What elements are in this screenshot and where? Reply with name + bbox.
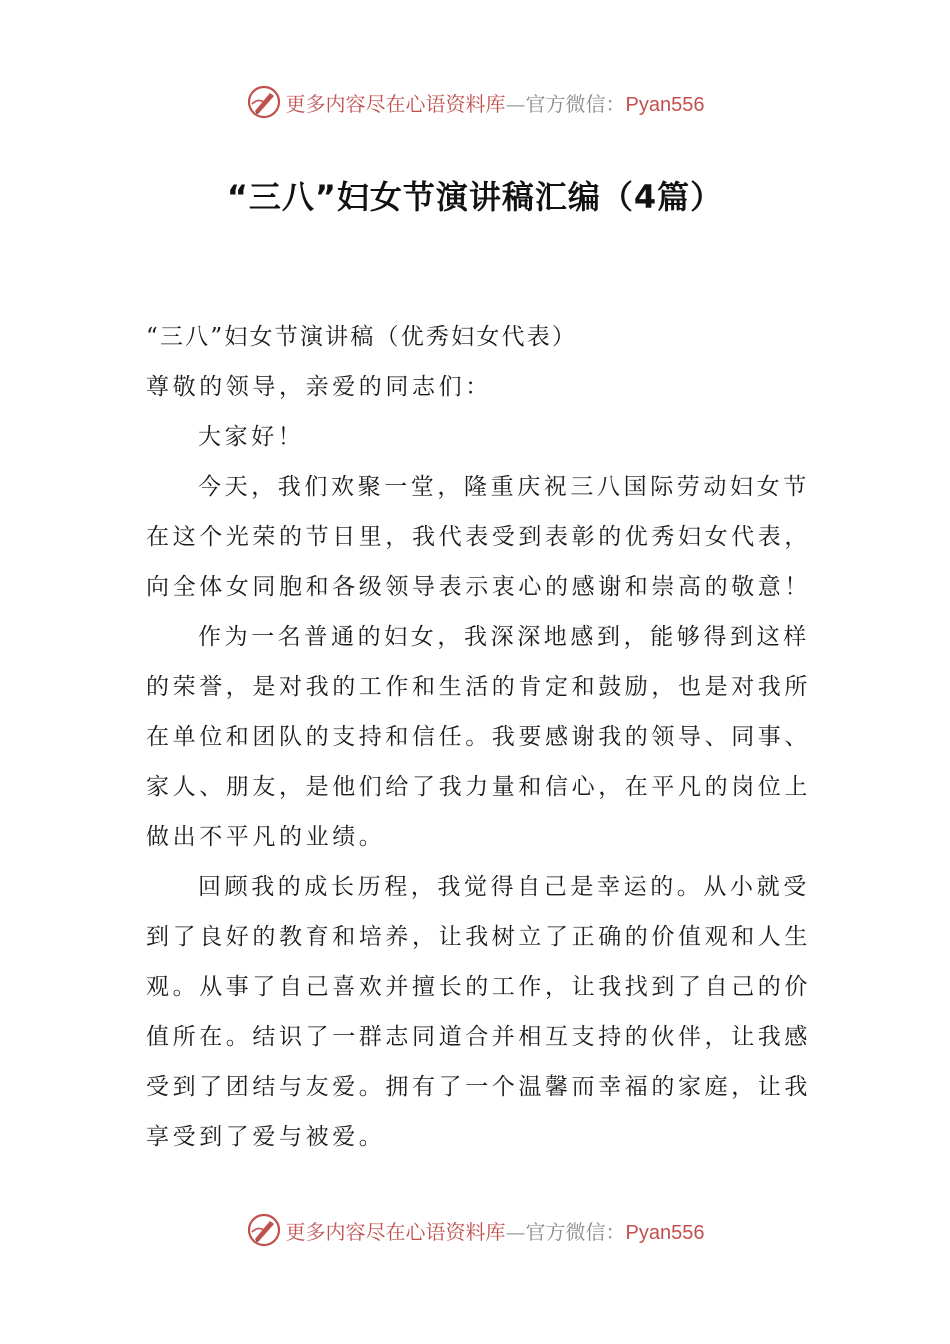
watermark-text — [286, 88, 705, 117]
paragraph-line: 尊敬的领导，亲爱的同志们： — [146, 374, 492, 400]
watermark-text — [286, 1216, 705, 1245]
watermark-label: 官方微信： — [525, 91, 626, 116]
document-title: “三八”妇女节演讲稿汇编（4篇） — [226, 178, 724, 216]
pen-logo-icon — [246, 1212, 282, 1248]
watermark-code: Pyan556 — [625, 1221, 705, 1244]
paragraph-line: 在单位和团队的支持和信任。我要感谢我的领导、同事、 — [146, 724, 811, 750]
document-body — [146, 312, 811, 1162]
watermark-code: Pyan556 — [625, 93, 705, 116]
paragraph-line: 享受到了爱与被爱。 — [146, 1124, 386, 1150]
paragraph-line: 观。从事了自己喜欢并擅长的工作，让我找到了自己的价 — [146, 974, 811, 1000]
watermark-footer — [0, 1210, 950, 1250]
section-heading: “三八”妇女节演讲稿（优秀妇女代表） — [146, 324, 578, 350]
paragraph-line: 值所在。结识了一群志同道合并相互支持的伙伴，让我感 — [146, 1024, 811, 1050]
paragraph-line: 到了良好的教育和培养，让我树立了正确的价值观和人生 — [146, 924, 811, 950]
watermark-header — [0, 82, 950, 122]
watermark-main: 更多内容尽在心语资料库 — [285, 91, 506, 116]
watermark-dash: — — [505, 1219, 526, 1244]
paragraph-line: 向全体女同胞和各级领导表示衷心的感谢和崇高的敬意！ — [146, 574, 811, 600]
paragraph-line: 今天，我们欢聚一堂，隆重庆祝三八国际劳动妇女节 — [198, 474, 810, 500]
paragraph-line: 在这个光荣的节日里，我代表受到表彰的优秀妇女代表， — [146, 524, 811, 550]
paragraph-line: 做出不平凡的业绩。 — [146, 824, 386, 850]
watermark-label: 官方微信： — [525, 1219, 626, 1244]
watermark-main: 更多内容尽在心语资料库 — [285, 1219, 506, 1244]
paragraph-line: 回顾我的成长历程，我觉得自己是幸运的。从小就受 — [198, 874, 810, 900]
paragraph-line: 作为一名普通的妇女，我深深地感到，能够得到这样 — [198, 624, 810, 650]
paragraph-line: 的荣誉，是对我的工作和生活的肯定和鼓励，也是对我所 — [146, 674, 811, 700]
paragraph-line: 大家好！ — [198, 424, 305, 450]
paragraph-line: 家人、朋友，是他们给了我力量和信心，在平凡的岗位上 — [146, 774, 811, 800]
watermark-dash: — — [505, 91, 526, 116]
pen-logo-icon — [246, 84, 282, 120]
paragraph-line: 受到了团结与友爱。拥有了一个温馨而幸福的家庭，让我 — [146, 1074, 811, 1100]
